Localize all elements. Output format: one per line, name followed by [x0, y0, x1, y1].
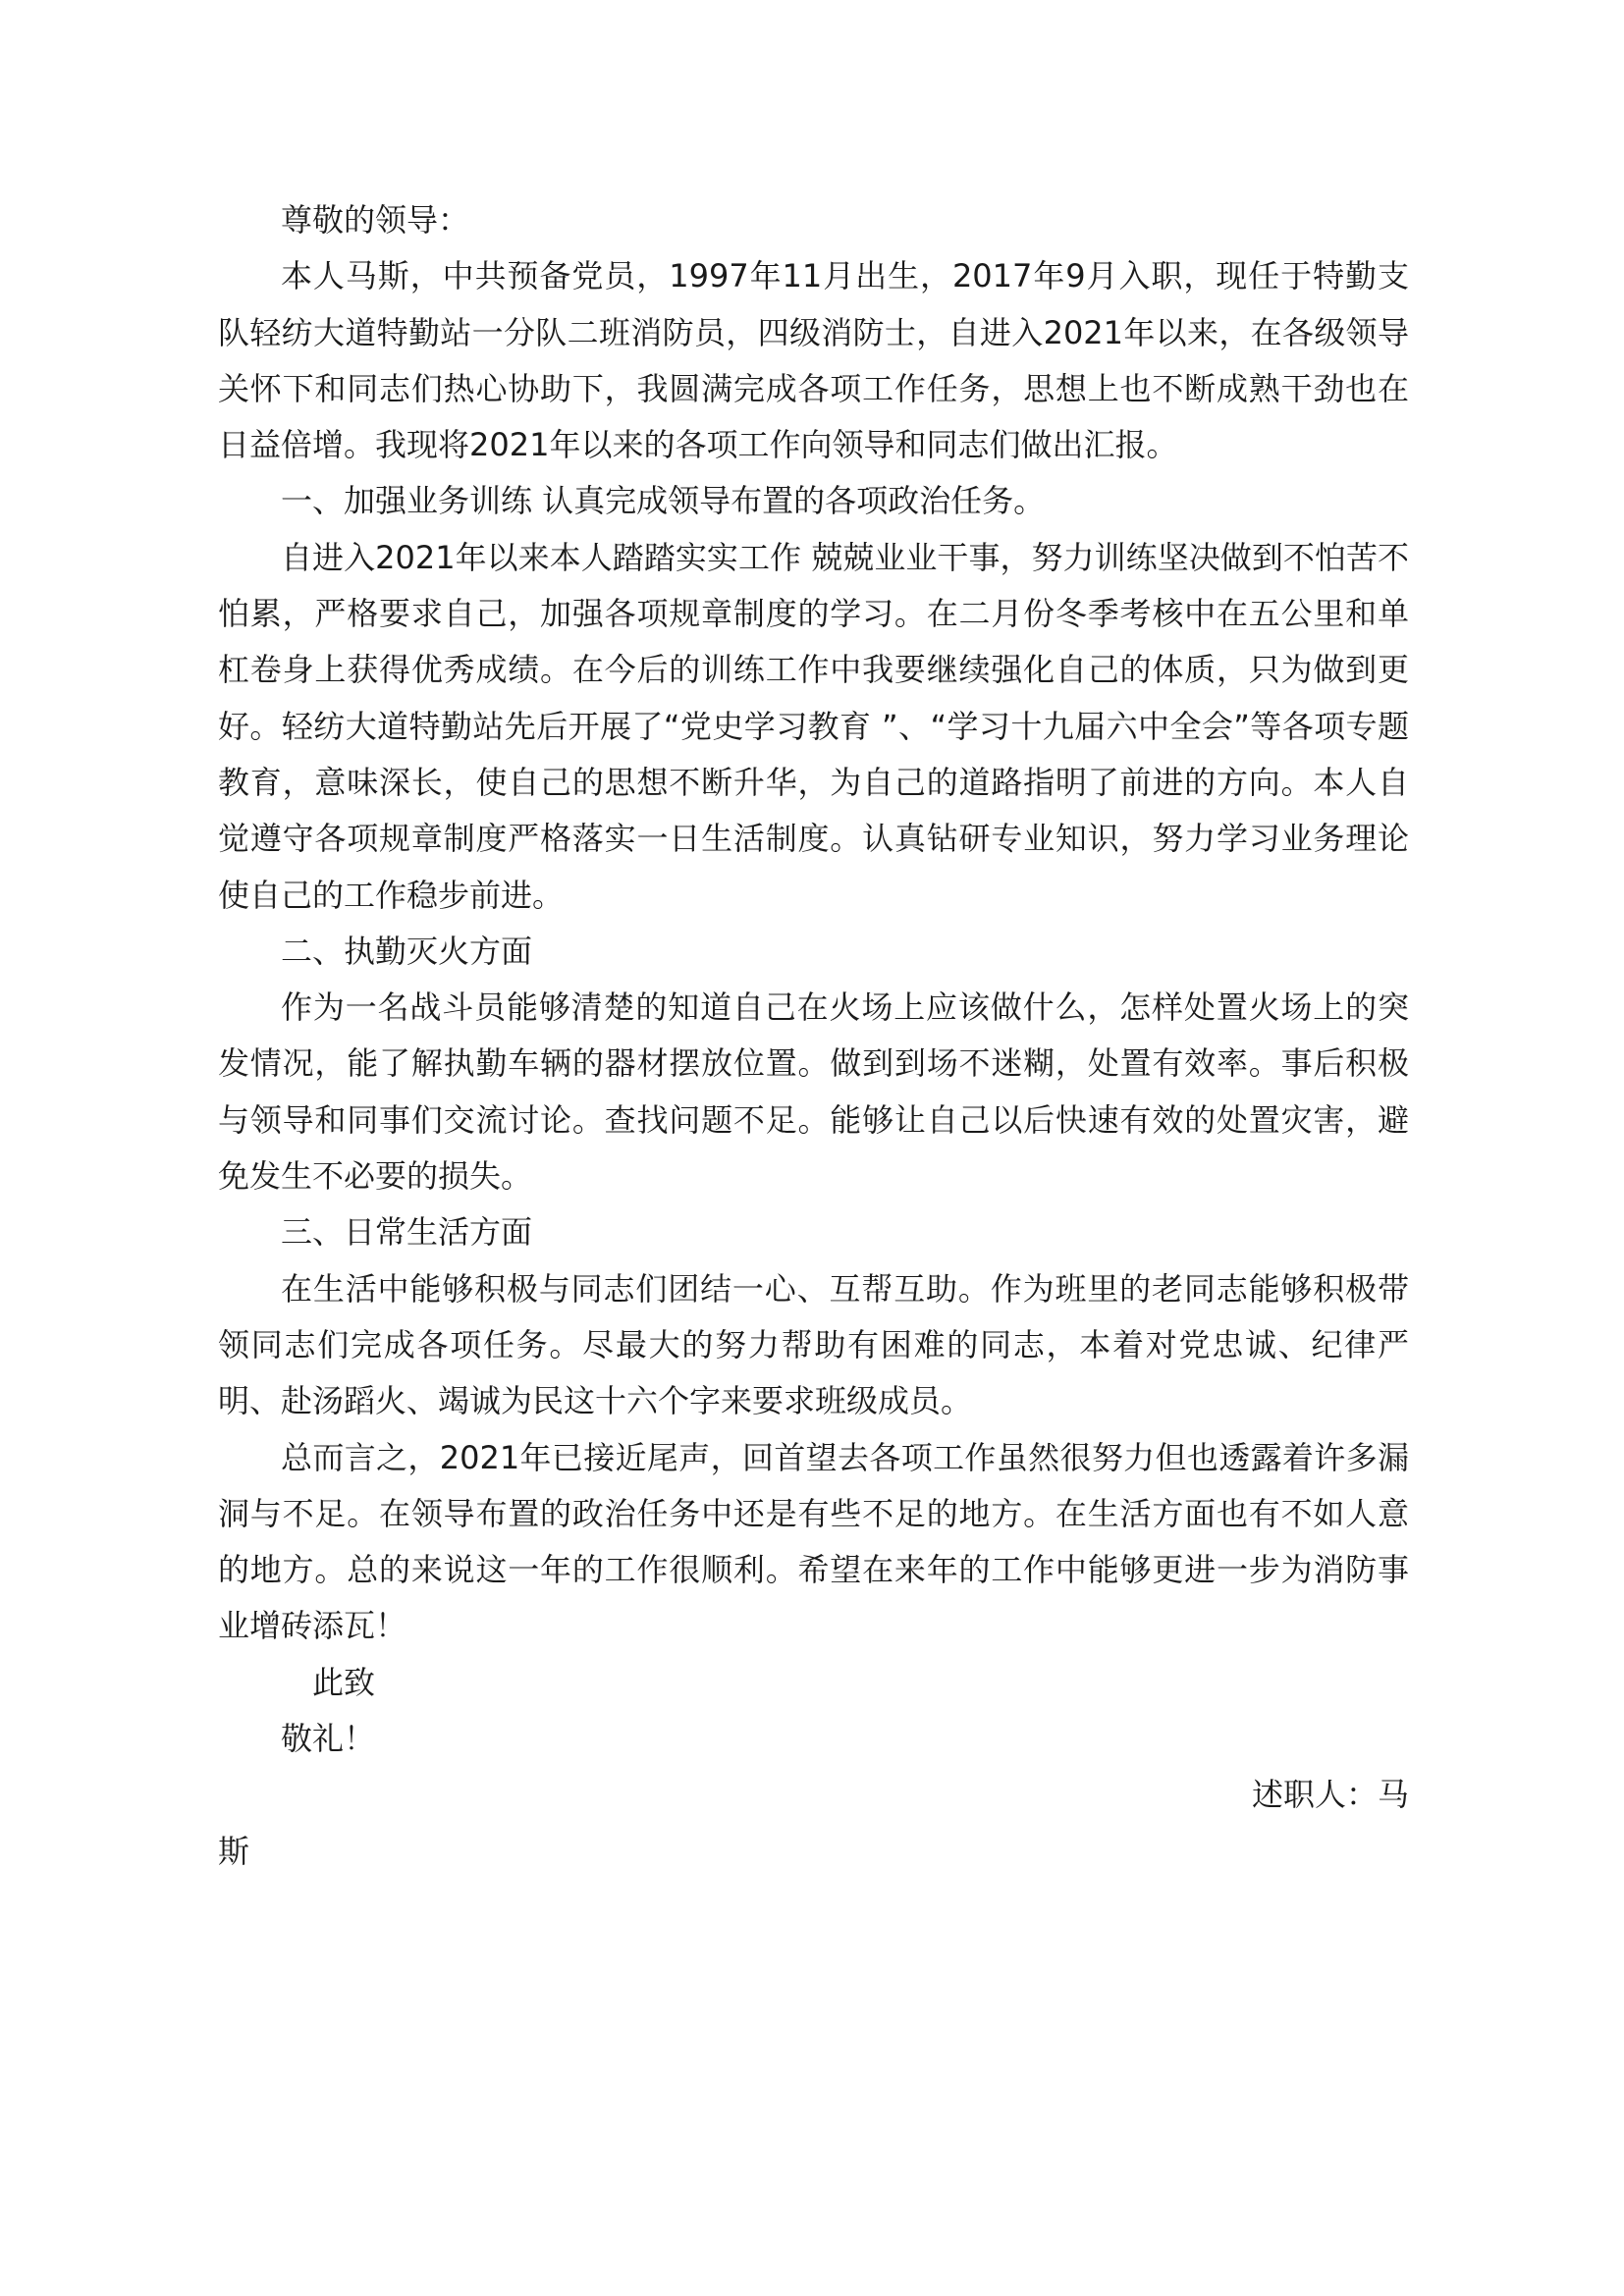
signature-line: 述职人：马: [1251, 1776, 1409, 1814]
section-2-heading: 二、执勤灭火方面: [281, 932, 533, 970]
closing-regards: 敬礼！: [281, 1720, 376, 1758]
closing-salute: 此致: [312, 1663, 376, 1701]
section-3-paragraph: 在生活中能够积极与同志们团结一心、互帮互助。作为班里的老同志能够积极带领同志们完成各项任务。尽最大的努力帮助有困难的同志，本着对党忠诚、纪律严明、赴汤蹈火、竭诚为民这十六个字来要求班级成员。: [218, 1269, 1409, 1420]
section-2-paragraph: 作为一名战斗员能够清楚的知道自己在火场上应该做什么，怎样处置火场上的突发情况，能了解执勤车辆的器材摆放位置。做到到场不迷糊，处置有效率。事后积极与领导和同事们交流讨论。查找问题不足。能够让自己以后快速有效的处置灾害，避免发生不必要的损失。: [218, 988, 1409, 1196]
section-3-heading: 三、日常生活方面: [281, 1213, 533, 1252]
section-1-paragraph: 自进入2021年以来本人踏踏实实工作 兢兢业业干事，努力训练坚决做到不怕苦不怕累，严格要求自己，加强各项规章制度的学习。在二月份冬季考核中在五公里和单杠卷身上获得优秀成绩。在今后的训练工作中我要继续强化自己的体质，只为做到更好。轻纺大道特勤站先后开展了“党史学习教育 ”、“学习十九届六中全会”等各项专题教育，意味深长，使自己的思想不断升华，为自己的道路指明了前进的方向。本人自觉遵守各项规章制度严格落实一日生活制度。认真钻研专业知识，努力学习业务理论使自己的工作稳步前进。: [218, 538, 1409, 914]
intro-paragraph: 本人马斯，中共预备党员，1997年11月出生，2017年9月入职，现任于特勤支队轻纺大道特勤站一分队二班消防员，四级消防士，自进入2021年以来，在各级领导关怀下和同志们热心协助下，我圆满完成各项工作任务，思想上也不断成熟干劲也在日益倍增。我现将2021年以来的各项工作向领导和同志们做出汇报。: [218, 257, 1409, 464]
letter-body: [218, 192, 1409, 1880]
signature-tail: 斯: [218, 1832, 250, 1870]
section-1-heading: 一、加强业务训练 认真完成领导布置的各项政治任务。: [281, 482, 1046, 520]
salutation: 尊敬的领导：: [281, 201, 470, 239]
conclusion-paragraph: 总而言之，2021年已接近尾声，回首望去各项工作虽然很努力但也透露着许多漏洞与不足。在领导布置的政治任务中还是有些不足的地方。在生活方面也有不如人意的地方。总的来说这一年的工作很顺利。希望在来年的工作中能够更进一步为消防事业增砖添瓦！: [218, 1438, 1409, 1645]
